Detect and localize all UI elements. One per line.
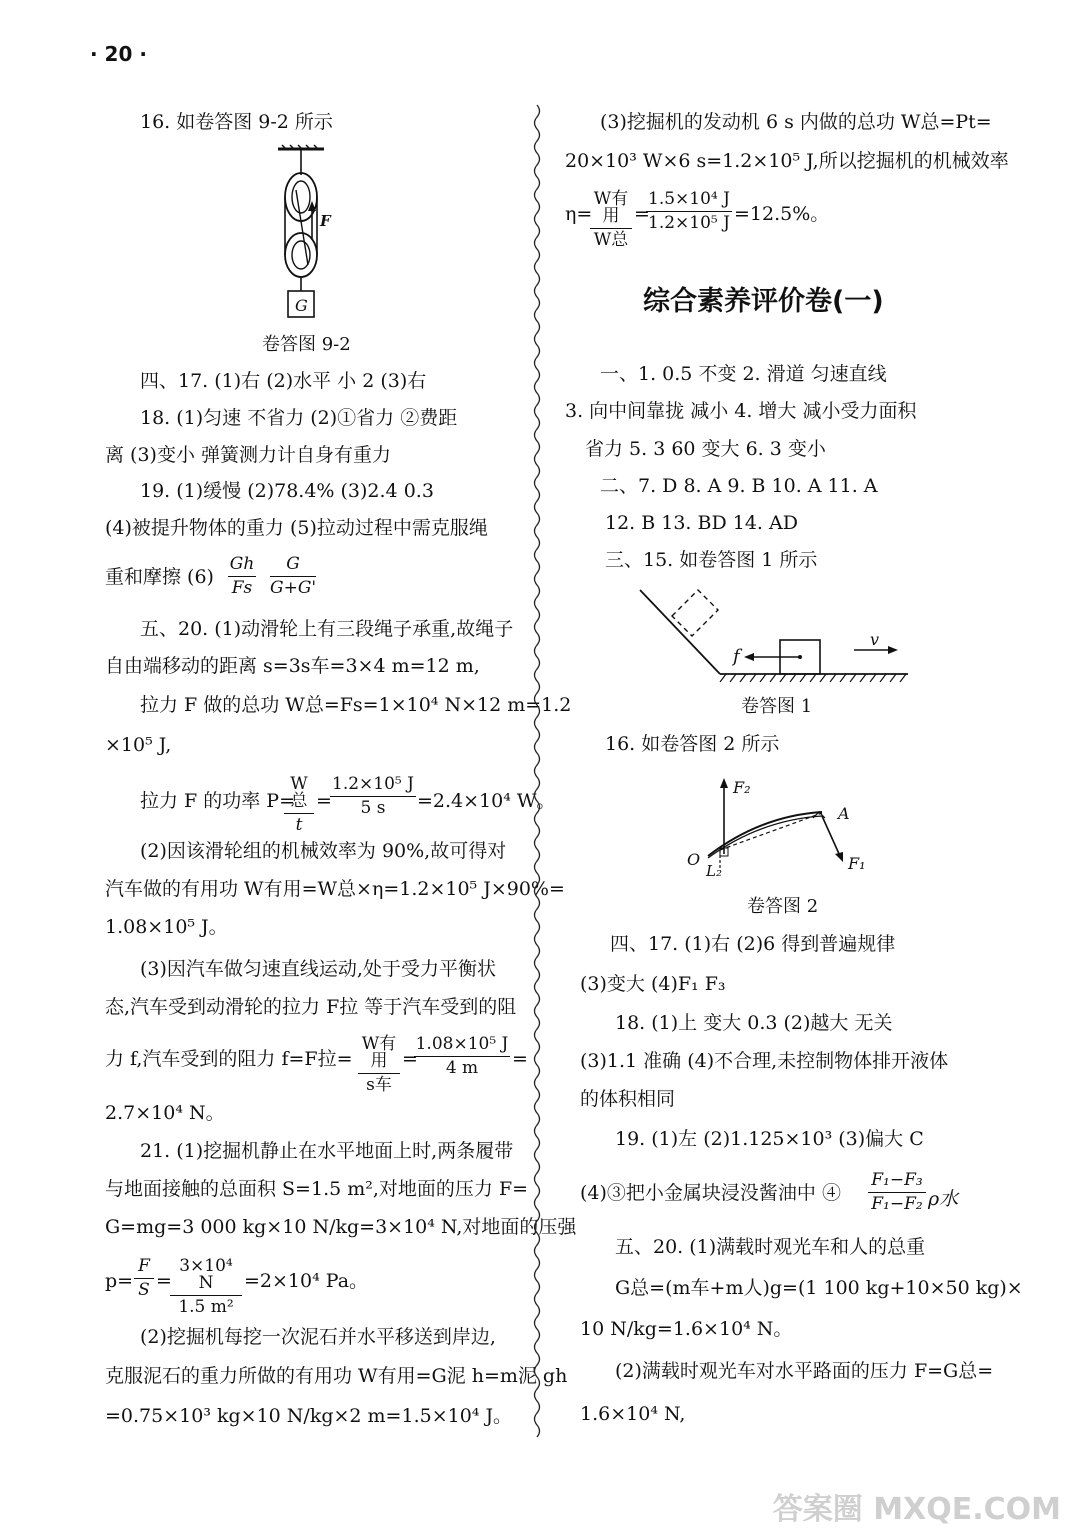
equals-sign: = — [512, 1048, 528, 1070]
part4-answers: 的体积相同 — [580, 1088, 676, 1110]
page-number: · 20 · — [90, 42, 147, 66]
equals-sign: = — [316, 790, 332, 812]
fraction-density: F₁−F₃ F₁−F₂ — [868, 1172, 926, 1213]
part5-q20-line: (2)满载时观光车对水平路面的压力 F=G总= — [615, 1360, 994, 1382]
answer-18: 18. (1)匀速 不省力 (2)①省力 ②费距 — [140, 407, 458, 429]
fraction-power-2: 1.2×10⁵ J 5 s — [330, 776, 416, 817]
figure-caption-2: 卷答图 2 — [747, 896, 819, 917]
answer-21-line: 与地面接触的总面积 S=1.5 m²,对地面的压力 F= — [105, 1178, 529, 1200]
part4-answers: 四、17. (1)右 (2)6 得到普遍规律 — [610, 933, 896, 955]
answer-20-line: 态,汽车受到动滑轮的拉力 F拉 等于汽车受到的阻 — [105, 996, 517, 1018]
answer-19-4: (4)③把小金属块浸没酱油中 ④ — [580, 1182, 841, 1204]
answer-21-line: 克服泥石的重力所做的有用功 W有用=G泥 h=m泥 gh — [105, 1365, 568, 1387]
answer-21-line: (2)挖掘机每挖一次泥石并水平移送到岸边, — [140, 1326, 496, 1348]
answer-21-pressure-b: =2×10⁴ Pa。 — [244, 1270, 369, 1292]
answer-20-title: 五、20. (1)动滑轮上有三段绳子承重,故绳子 — [140, 618, 514, 640]
answer-20-line: ×10⁵ J, — [105, 734, 172, 756]
equals-sign: = — [156, 1270, 172, 1292]
part1-answers: 省力 5. 3 60 变大 6. 3 变小 — [585, 438, 826, 460]
part4-answers: (3)变大 (4)F₁ F₃ — [580, 973, 726, 995]
part3-q16: 16. 如卷答图 2 所示 — [605, 733, 780, 755]
force-label-F1: F₁ — [848, 854, 866, 873]
velocity-label: v — [870, 630, 880, 649]
answer-21-r-line: (3)挖掘机的发动机 6 s 内做的总功 W总=Pt= — [600, 111, 992, 133]
answer-20-line: (2)因该滑轮组的机械效率为 90%,故可得对 — [140, 840, 507, 862]
answer-21-r-line: 20×10³ W×6 s=1.2×10⁵ J,所以挖掘机的机械效率 — [565, 150, 1009, 172]
answer-20-line: 拉力 F 做的总功 W总=Fs=1×10⁴ N×12 m=1.2 — [140, 694, 572, 716]
answer-19-cont: (4)被提升物体的重力 (5)拉动过程中需克服绳 — [105, 517, 488, 539]
answer-20-line: 汽车做的有用功 W有用=W总×η=1.2×10⁵ J×90%= — [105, 878, 565, 900]
fraction-efficiency-1: Gh Fs — [229, 554, 255, 598]
weight-label-G: G — [295, 296, 308, 315]
answer-17: 四、17. (1)右 (2)水平 小 2 (3)右 — [140, 370, 427, 392]
part2-answers: 二、7. D 8. A 9. B 10. A 11. A — [600, 475, 878, 497]
fraction-efficiency-r2: 1.5×10⁴ J 1.2×10⁵ J — [646, 191, 732, 232]
part4-answers: 18. (1)上 变大 0.3 (2)越大 无关 — [615, 1012, 893, 1034]
answer-19-cont2: 重和摩擦 (6) — [105, 566, 214, 588]
answer-21-line: =0.75×10³ kg×10 N/kg×2 m=1.5×10⁴ J。 — [105, 1405, 513, 1427]
pulley-diagram — [268, 145, 348, 325]
answer-18-cont: 离 (3)变小 弹簧测力计自身有重力 — [105, 444, 391, 466]
fraction-efficiency-2: G G+G' — [270, 554, 317, 598]
answer-21-title: 21. (1)挖掘机静止在水平地面上时,两条履带 — [140, 1140, 514, 1162]
section-title: 综合素养评价卷(一) — [643, 286, 884, 317]
answer-20-line: 自由端移动的距离 s=3s车=3×4 m=12 m, — [105, 655, 480, 677]
fraction-efficiency-r1: W有用 W总 — [590, 191, 632, 249]
density-water: ρ水 — [928, 1188, 959, 1210]
part5-q20-line: 10 N/kg=1.6×10⁴ N。 — [580, 1318, 793, 1340]
answer-21-line: G=mg=3 000 kg×10 N/kg=3×10⁴ N,对地面的压强 — [105, 1216, 577, 1238]
question-16-left: 16. 如卷答图 9-2 所示 — [140, 111, 333, 133]
answer-20-power-a: 拉力 F 的功率 P= — [140, 790, 296, 812]
fraction-power-1: W总 t — [284, 776, 314, 834]
part5-q20: 五、20. (1)满载时观光车和人的总重 — [615, 1236, 926, 1258]
efficiency-b: =12.5%。 — [734, 203, 830, 225]
answer-20-power-b: =2.4×10⁴ W。 — [417, 790, 556, 812]
fraction-force-1: W有用 s车 — [358, 1036, 400, 1094]
part1-answers: 3. 向中间靠拢 减小 4. 增大 减小受力面积 — [565, 400, 917, 422]
watermark: 答案圈 MXQE.COM — [772, 1492, 1061, 1527]
force-label-F2: F₂ — [733, 778, 751, 797]
answer-20-line: (3)因汽车做匀速直线运动,处于受力平衡状 — [140, 958, 496, 980]
answer-20-line: 1.08×10⁵ J。 — [105, 916, 228, 938]
fraction-force-2: 1.08×10⁵ J 4 m — [415, 1034, 509, 1078]
equals-sign: = — [634, 203, 650, 225]
efficiency-a: η= — [565, 203, 593, 225]
fraction-pressure-1: F S — [134, 1258, 154, 1299]
pivot-label-O: O — [687, 850, 701, 869]
answer-21-pressure-a: p= — [105, 1270, 134, 1292]
part4-answers: 19. (1)左 (2)1.125×10³ (3)偏大 C — [615, 1128, 924, 1150]
incline-friction-diagram — [630, 588, 910, 688]
part5-q20-line: 1.6×10⁴ N, — [580, 1403, 686, 1425]
force-label-F: F — [320, 212, 331, 230]
fraction-pressure-2: 3×10⁴ N 1.5 m² — [170, 1258, 242, 1316]
column-divider — [530, 105, 544, 1435]
part5-q20-line: G总=(m车+m人)g=(1 100 kg+10×50 kg)× — [615, 1277, 1023, 1299]
point-label-A: A — [838, 804, 850, 823]
answer-20-force-a: 力 f,汽车受到的阻力 f=F拉= — [105, 1048, 353, 1070]
figure-caption-9-2: 卷答图 9-2 — [262, 334, 351, 355]
part2-answers: 12. B 13. BD 14. AD — [605, 512, 798, 534]
equals-sign: = — [402, 1048, 418, 1070]
part1-answers: 一、1. 0.5 不变 2. 滑道 匀速直线 — [600, 363, 887, 385]
friction-label: f — [733, 646, 740, 667]
answer-20-line: 2.7×10⁴ N。 — [105, 1102, 225, 1124]
part4-answers: (3)1.1 准确 (4)不合理,未控制物体排开液体 — [580, 1050, 949, 1072]
figure-caption-1: 卷答图 1 — [741, 696, 813, 717]
answer-19: 19. (1)缓慢 (2)78.4% (3)2.4 0.3 — [140, 480, 434, 502]
arm-label-L2: L₂ — [706, 862, 722, 880]
part3-q15: 三、15. 如卷答图 1 所示 — [605, 549, 818, 571]
